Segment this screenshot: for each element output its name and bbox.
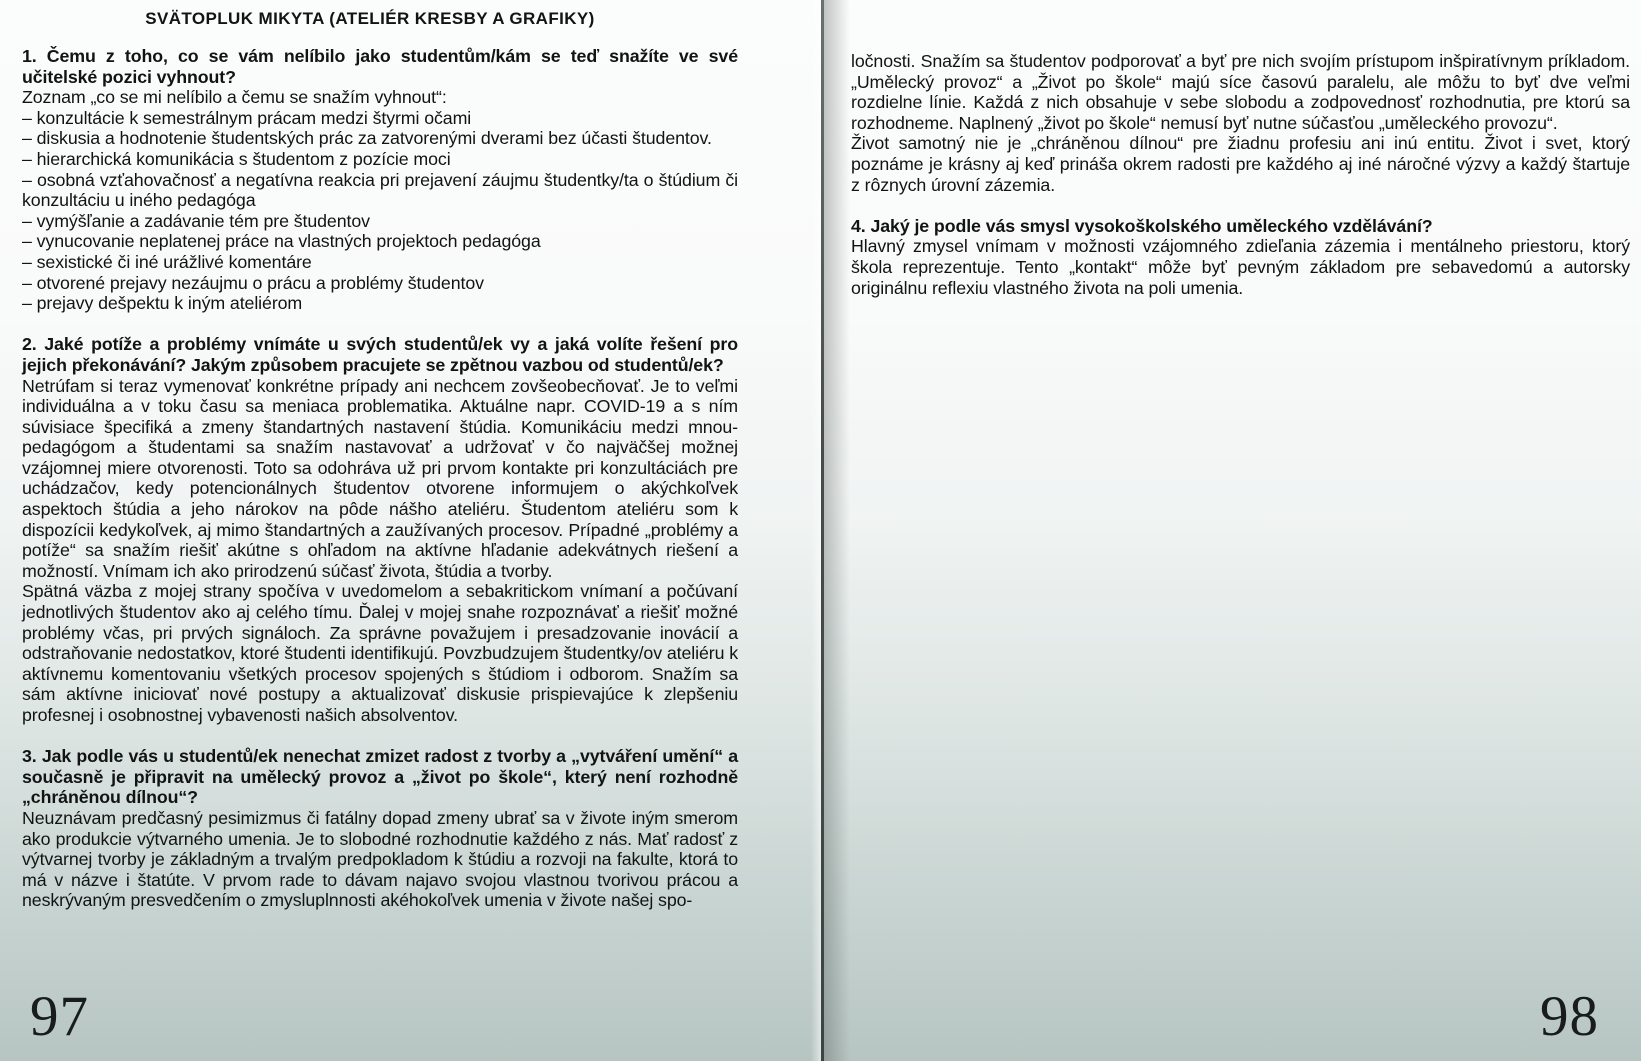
list-item: – vynucovanie neplatenej práce na vlastných projektoch pedagóga xyxy=(22,231,541,252)
right-text-column xyxy=(851,0,1630,298)
list-item: – hierarchická komunikácia s študentom z pozície moci xyxy=(22,148,451,169)
list-item: – sexistické či iné urážlivé komentáre xyxy=(22,251,312,272)
list-item: – diskusia a hodnotenie študentských prác za zatvorenými dverami bez účasti študentov. xyxy=(22,128,712,149)
question-3-heading: 3. Jak podle vás u studentů/ek nenechat zmizet radost z tvorby a „vytváření umění“ a současně je připravit na umělecký provoz a „život po škole“, který není rozhodně „chráněnou dílnou“? xyxy=(22,746,738,808)
list-item: – otvorené prejavy nezáujmu o prácu a problémy študentov xyxy=(22,272,484,293)
question-2-answer-paragraph: Spätná väzba z mojej strany spočíva v uvedomelom a sebakritickom vnímaní a počúvaní jednotlivých študentov ako aj celého tímu. Ďalej v mojej snahe rozpoznávať a riešiť možné problémy včas, pri prvých signáloch. Za správne považujem i presadzovanie inovácií a odstraňovanie nedostatkov, ktoré študenti identifikujú. Povzbudzujem študentky/ov ateliéru k aktívnemu komentovaniu všetkých procesov spojených s štúdiom i odborom. Snažím sa sám aktívne iniciovať nové postupy a aktualizovať diskusie prispievajúce k zlepšeniu profesnej i osobnostnej vybavenosti našich absolventov. xyxy=(22,581,738,725)
list-item: – prejavy dešpektu k iným ateliérom xyxy=(22,293,303,314)
page-98 xyxy=(824,0,1641,1061)
question-1-heading: 1. Čemu z toho, co se vám nelíbilo jako studentům/kám se teď snažíte ve své učitelské pozici vyhnout? xyxy=(22,46,738,87)
page-number-left: 97 xyxy=(30,985,89,1048)
page-number-right: 98 xyxy=(1540,985,1599,1048)
grievance-list xyxy=(22,108,738,314)
question-1-intro: Zoznam „co se mi nelíbilo a čemu se snažím vyhnout“: xyxy=(22,87,447,108)
list-item: – vymýšľanie a zadávanie tém pre študentov xyxy=(22,210,370,231)
question-4-answer-paragraph: Hlavný zmysel vnímam v možnosti vzájomného zdieľania zázemia i mentálneho priestoru, ktorý škola reprezentuje. Tento „kontakt“ môže byť pevným základom pre sebavedomú a autorsky originálnu reflexiu vlastného života na poli umenia. xyxy=(851,236,1630,298)
question-3-answer-continued-paragraph: ločnosti. Snažím sa študentov podporovať a byť pre nich svojím prístupom inšpiratívnym príkladom. „Umělecký provoz“ a „Život po škole“ majú síce časovú paralelu, ale môžu to byť dve veľmi rozdielne línie. Každá z nich obsahuje v sebe slobodu a zodpovednosť rozhodnutia, pre ktorú sa rozhodneme. Naplnený „život po škole“ nemusí byť nutne súčasťou „uměleckého provozu“. xyxy=(851,51,1630,133)
question-3-answer-paragraph: Neuznávam predčasný pesimizmus či fatálny dopad zmeny ubrať sa v živote iným smerom ako produkcie výtvarného umenia. Je to slobodné rozhodnutie každého z nás. Mať radosť z výtvarnej tvorby je základným a trvalým predpokladom k štúdiu a rozvoji na fakulte, ktorá to má v názve i štatúte. V prvom rade to dávam najavo svojou vlastnou tvorivou prácou a neskrývaným presvedčením o zmysluplnnosti akéhokoľvek umenia v živote našej spo- xyxy=(22,807,738,911)
question-2-heading: 2. Jaké potíže a problémy vnímáte u svých studentů/ek vy a jaká volíte řešení pro jejich překonávání? Jakým způsobem pracujete se zpětnou vazbou od studentů/ek? xyxy=(22,334,738,375)
list-item: – osobná vzťahovačnosť a negatívna reakcia pri prejavení záujmu študentky/ta o štúdium či konzultáciu u iného pedagóga xyxy=(22,169,738,211)
left-text-column xyxy=(22,0,738,911)
page-title: SVÄTOPLUK MIKYTA (ATELIÉR KRESBY A GRAFIKY) xyxy=(145,9,595,28)
list-item: – konzultácie k semestrálnym prácam medzi štyrmi očami xyxy=(22,107,472,128)
question-2-answer-paragraph: Netrúfam si teraz vymenovať konkrétne prípady ani nechcem zovšeobecňovať. Je to veľmi individuálna a v toku času sa meniaca problematika. Aktuálne napr. COVID-19 a s ním súvisiace špecifiká a zmeny štandartných nastavení štúdia. Komunikáciu medzi mnou-pedagógom a študentami sa snažím nastavovať a udržovať v čo najväčšej možnej vzájomnej miere otvorenosti. Toto sa odohráva už pri prvom kontakte pri konzultáciách pre uchádzačov, kedy potencionálnych študentov otvorene informujem o akýchkoľvek aspektoch štúdia a jeho nárokov na pôde nášho ateliéru. Študentom ateliéru som k dispozícii kedykoľvek, aj mimo štandartných a zaužívaných procesov. Prípadné „problémy a potíže“ sa snažím riešiť akútne s ohľadom na aktívne hľadanie adekvátnych riešení a možností. Vnímam ich ako prirodzenú súčasť života, štúdia a tvorby. xyxy=(22,375,738,581)
question-3-answer-continued-paragraph: Život samotný nie je „chráněnou dílnou“ pre žiadnu profesiu ani inú entitu. Život i svet, ktorý poznáme je krásny aj keď prináša okrem radosti pre každého aj iné náročné výzvy a každý štartuje z rôznych úrovní zázemia. xyxy=(851,133,1630,195)
book-spine-divider xyxy=(821,0,824,1061)
question-4-heading: 4. Jaký je podle vás smysl vysokoškolského uměleckého vzdělávání? xyxy=(851,215,1433,236)
